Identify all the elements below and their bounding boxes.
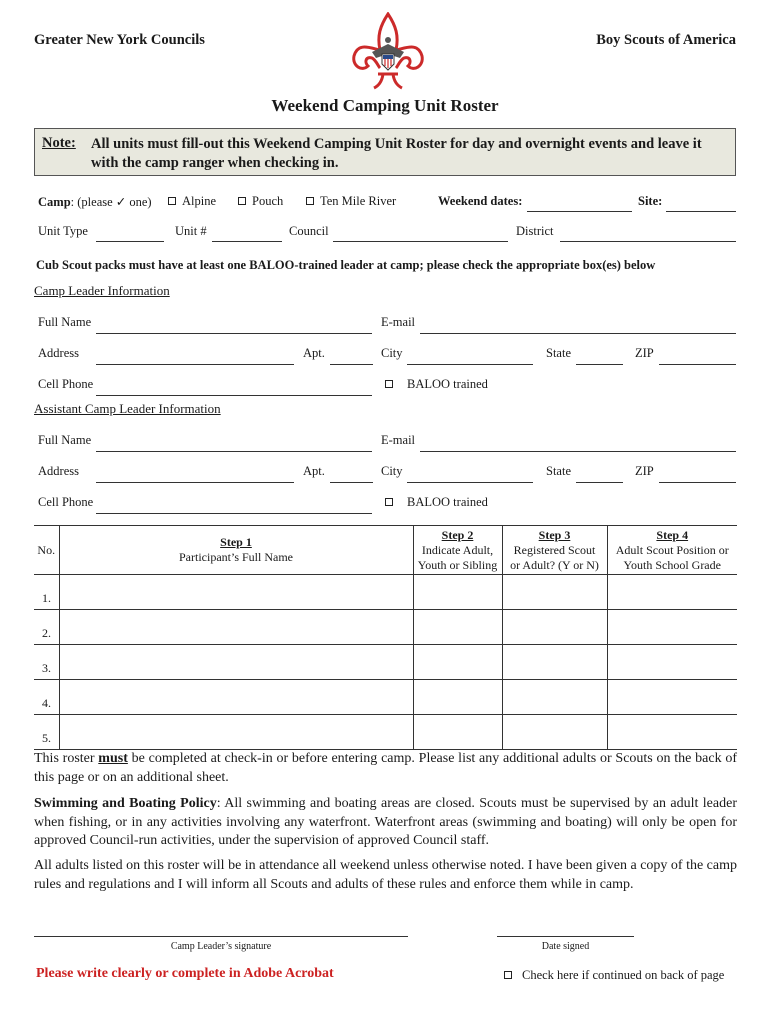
leader-email-label: E-mail: [381, 315, 416, 329]
step4-cell[interactable]: [607, 610, 737, 645]
step3-desc-1: Registered Scout: [513, 542, 596, 557]
step3-cell[interactable]: [502, 645, 607, 680]
site-label: Site:: [638, 194, 663, 208]
assistant-cell-field[interactable]: [96, 513, 372, 514]
date-signed-field[interactable]: [497, 936, 634, 937]
assistant-baloo-checkbox[interactable]: [385, 495, 488, 510]
unit-type-field[interactable]: [96, 241, 164, 242]
leader-state-field[interactable]: [576, 364, 623, 365]
assistant-leader-section-title: Assistant Camp Leader Information: [34, 401, 221, 416]
leader-full-name-field[interactable]: [96, 333, 372, 334]
camp-instruction: : (please ✓ one): [70, 195, 152, 209]
district-field[interactable]: [560, 241, 736, 242]
step2-label: Step 2: [441, 527, 474, 542]
leader-city-field[interactable]: [407, 364, 533, 365]
unit-number-field[interactable]: [212, 241, 282, 242]
row-number: 3.: [34, 645, 59, 680]
leader-email-field[interactable]: [420, 333, 736, 334]
baloo-label: BALOO trained: [407, 377, 488, 391]
note-box: [34, 128, 736, 176]
step3-desc-2: or Adult? (Y or N): [510, 557, 599, 572]
table-row: [34, 610, 737, 645]
assistant-address-field[interactable]: [96, 482, 294, 483]
must-emphasis: must: [98, 751, 128, 766]
step2-desc-1: Indicate Adult,: [421, 542, 494, 557]
step4-desc-1: Adult Scout Position or: [615, 542, 729, 557]
leader-state-label: State: [546, 346, 571, 360]
adobe-acrobat-notice: Please write clearly or complete in Adobe Acrobat: [36, 966, 334, 981]
row-number: 5.: [34, 715, 59, 750]
camp-option-label: Pouch: [252, 194, 284, 208]
leader-cell-label: Cell Phone: [38, 377, 94, 391]
camp-option-label: Ten Mile River: [320, 194, 397, 208]
header-step2: [413, 526, 502, 575]
checkbox-icon[interactable]: [168, 197, 176, 205]
leader-address-label: Address: [38, 346, 79, 360]
table-header-row: [34, 526, 737, 575]
step2-desc-2: Youth or Sibling: [417, 557, 498, 572]
row-number: 4.: [34, 680, 59, 715]
assistant-address-label: Address: [38, 464, 79, 478]
swimming-policy-heading: Swimming and Boating Policy: [34, 796, 217, 811]
note-text: All units must fill-out this Weekend Camping Unit Roster for day and overnight events and leave it with the camp ranger when checking in.: [91, 136, 702, 171]
participant-name-cell[interactable]: [59, 715, 413, 750]
bsa-fleur-de-lis-logo: [350, 12, 426, 90]
participant-name-cell[interactable]: [59, 610, 413, 645]
table-row: [34, 680, 737, 715]
row-number: 1.: [34, 575, 59, 610]
participant-name-cell[interactable]: [59, 575, 413, 610]
step4-cell[interactable]: [607, 645, 737, 680]
step2-cell[interactable]: [413, 645, 502, 680]
step3-cell[interactable]: [502, 680, 607, 715]
assistant-state-field[interactable]: [576, 482, 623, 483]
leader-cell-field[interactable]: [96, 395, 372, 396]
camp-label: Camp: [38, 195, 71, 209]
assistant-state-label: State: [546, 464, 571, 478]
assistant-cell-label: Cell Phone: [38, 495, 94, 509]
step1-desc: Participant’s Full Name: [179, 550, 293, 564]
leader-signature-field[interactable]: [34, 936, 408, 937]
swimming-policy-paragraph: Swimming and Boating Policy: All swimming and boating areas are closed. Scouts must be supervised by an adult leader when fishing, or in any activities involving any waterfront. Waterfront areas (swimming and boating) will only be open for approved Council-run activities, under the supervision of approved Council staff.: [34, 796, 737, 848]
assistant-zip-field[interactable]: [659, 482, 736, 483]
step3-cell[interactable]: [502, 575, 607, 610]
checkbox-icon[interactable]: [385, 498, 393, 506]
assistant-email-field[interactable]: [420, 451, 736, 452]
step4-cell[interactable]: [607, 575, 737, 610]
step3-cell[interactable]: [502, 610, 607, 645]
table-row: [34, 645, 737, 680]
camp-option-pouch[interactable]: [238, 194, 283, 209]
header-step4: [607, 526, 737, 575]
organization-name: Boy Scouts of America: [596, 32, 736, 48]
assistant-full-name-label: Full Name: [38, 433, 92, 447]
checkbox-icon[interactable]: [504, 971, 512, 979]
step4-cell[interactable]: [607, 715, 737, 750]
page-title: Weekend Camping Unit Roster: [271, 96, 499, 115]
leader-zip-field[interactable]: [659, 364, 736, 365]
leader-full-name-label: Full Name: [38, 315, 92, 329]
participant-roster-table: [34, 525, 737, 750]
assistant-city-label: City: [381, 464, 403, 478]
council-label: Council: [289, 224, 329, 238]
step3-label: Step 3: [538, 527, 571, 542]
leader-apt-field[interactable]: [330, 364, 373, 365]
assistant-zip-label: ZIP: [635, 464, 654, 478]
site-field[interactable]: [666, 211, 736, 212]
date-signed-label: Date signed: [541, 941, 590, 952]
step2-cell[interactable]: [413, 715, 502, 750]
assistant-full-name-field[interactable]: [96, 451, 372, 452]
assistant-apt-label: Apt.: [303, 464, 325, 478]
note-label: Note:: [42, 135, 76, 151]
camp-row: [38, 194, 152, 210]
district-label: District: [516, 224, 554, 238]
assistant-apt-field[interactable]: [330, 482, 373, 483]
step1-label: Step 1: [220, 535, 252, 549]
step2-cell[interactable]: [413, 610, 502, 645]
step3-cell[interactable]: [502, 715, 607, 750]
continued-label: Check here if continued on back of page: [522, 968, 725, 982]
weekend-dates-label: Weekend dates:: [438, 194, 523, 208]
weekend-dates-field[interactable]: [527, 211, 632, 212]
leader-zip-label: ZIP: [635, 346, 654, 360]
checkbox-icon[interactable]: [385, 380, 393, 388]
step4-label: Step 4: [656, 527, 689, 542]
step2-cell[interactable]: [413, 680, 502, 715]
roster-instruction-paragraph: This roster must be completed at check-in or before entering camp. Please list any additional adults or Scouts on the back of this page or on an additional sheet.: [34, 751, 738, 785]
step4-cell[interactable]: [607, 680, 737, 715]
row-number: 2.: [34, 610, 59, 645]
participant-name-cell[interactable]: [59, 645, 413, 680]
continued-on-back-checkbox[interactable]: [504, 968, 724, 983]
leader-signature-label: Camp Leader’s signature: [170, 941, 272, 952]
table-row: [34, 575, 737, 610]
council-name: Greater New York Councils: [34, 32, 205, 48]
camp-option-ten-mile-river[interactable]: [306, 194, 396, 209]
council-field[interactable]: [333, 241, 508, 242]
step2-cell[interactable]: [413, 575, 502, 610]
baloo-label: BALOO trained: [407, 495, 488, 509]
unit-type-label: Unit Type: [38, 224, 88, 238]
assistant-city-field[interactable]: [407, 482, 533, 483]
header-step1: [59, 526, 413, 575]
header-no: No.: [34, 526, 59, 575]
camp-option-label: Alpine: [182, 194, 217, 208]
assistant-email-label: E-mail: [381, 433, 416, 447]
attendance-paragraph: All adults listed on this roster will be in attendance all weekend unless otherwise noted. I have been given a copy of the camp rules and regulations and I will inform all Scouts and adults of these rules and enforce them while in camp.: [34, 858, 737, 892]
leader-apt-label: Apt.: [303, 346, 325, 360]
checkbox-icon[interactable]: [238, 197, 246, 205]
table-row: [34, 715, 737, 750]
header-step3: [502, 526, 607, 575]
leader-baloo-checkbox[interactable]: [385, 377, 488, 392]
leader-address-field[interactable]: [96, 364, 294, 365]
checkbox-icon[interactable]: [306, 197, 314, 205]
step4-desc-2: Youth School Grade: [623, 557, 721, 572]
leader-city-label: City: [381, 346, 403, 360]
participant-name-cell[interactable]: [59, 680, 413, 715]
camp-option-alpine[interactable]: [168, 194, 216, 209]
camp-leader-section-title: Camp Leader Information: [34, 283, 170, 298]
baloo-requirement: Cub Scout packs must have at least one BALOO-trained leader at camp; please check the appropriate box(es) below: [36, 258, 656, 272]
unit-number-label: Unit #: [175, 224, 207, 238]
